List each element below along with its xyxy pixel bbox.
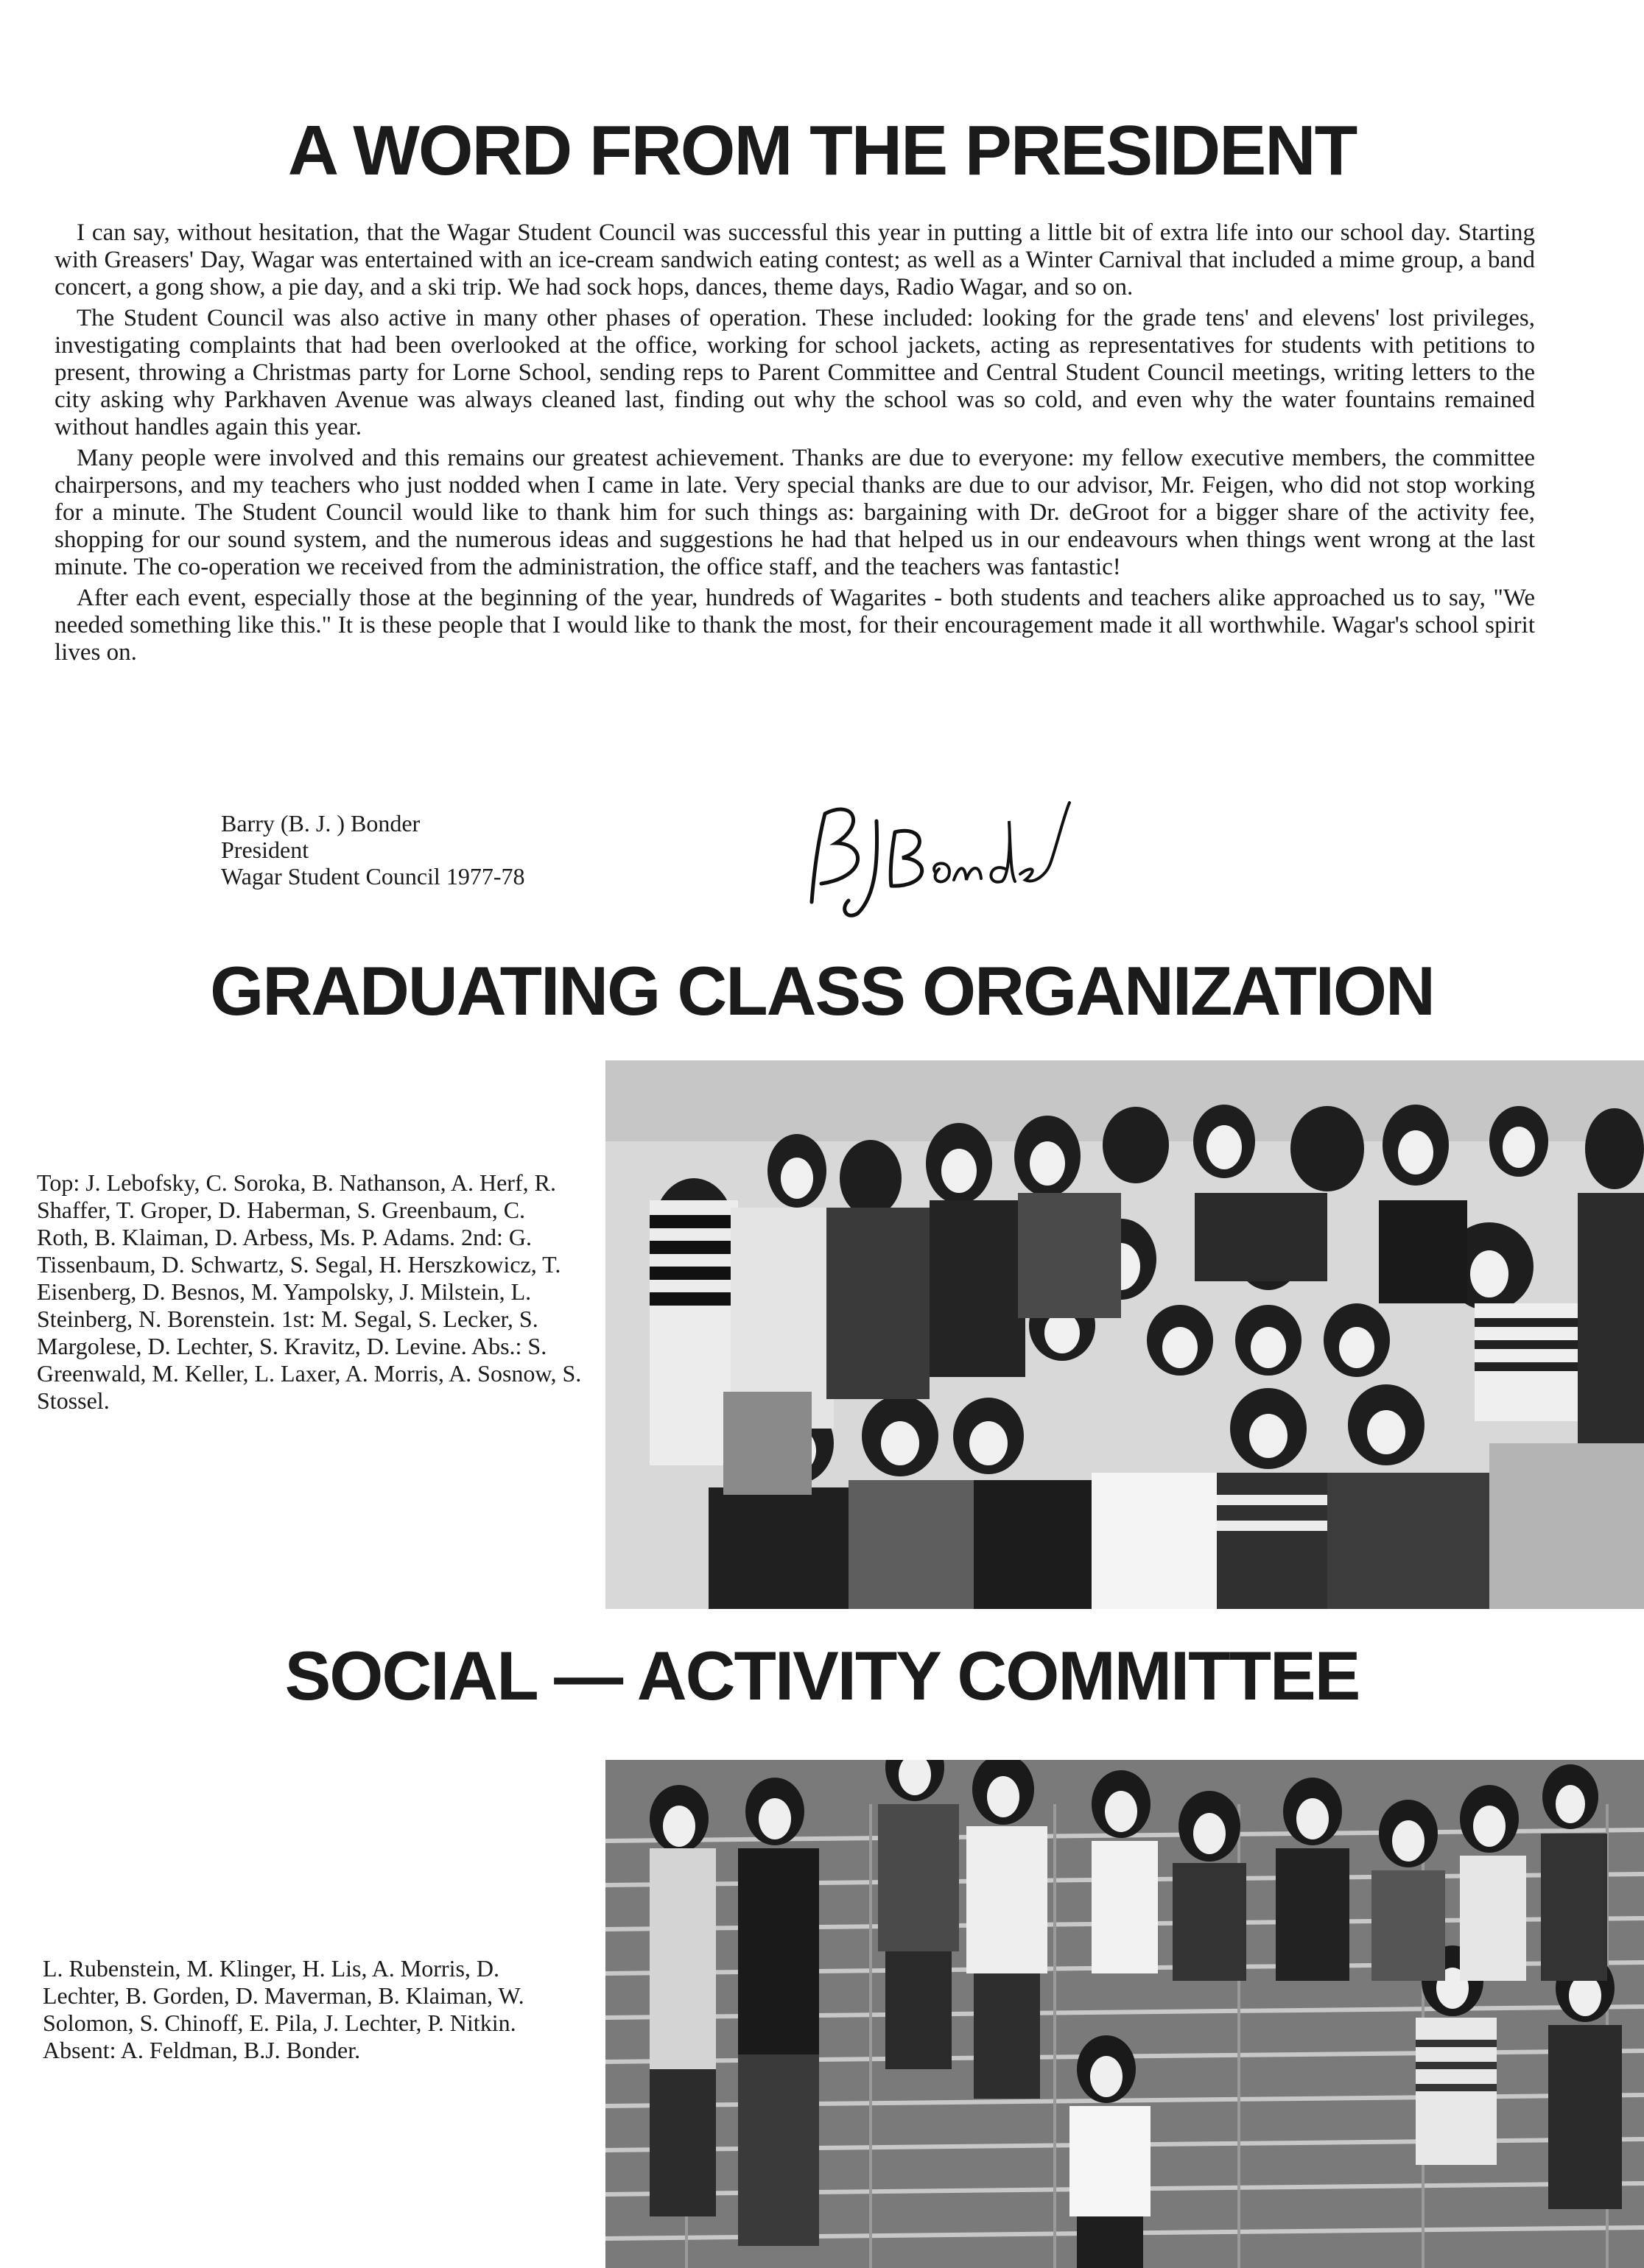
signoff-role: President — [221, 837, 309, 863]
graduating-class-heading: GRADUATING CLASS ORGANIZATION — [210, 952, 1434, 1029]
signoff-org: Wagar Student Council 1977-78 — [221, 863, 525, 890]
letter-paragraph: I can say, without hesitation, that the Wagar Student Council was successful this year in putting a little bit of extra life into our school day. Starting with Greasers' Day, Wagar was entertained with an ice-cream sandwich eating contest; as well as a Winter Carnival that included a mime group, a band concert, a gong show, a pie day, and a ski trip. We had sock hops, dances, theme days, Radio Wagar, and so on. — [55, 219, 1535, 300]
graduating-class-caption: Top: J. Lebofsky, C. Soroka, B. Nathanson, A. Herf, R. Shaffer, T. Groper, D. Haberman, S. Greenbaum, C. Roth, B. Klaiman, D. Arbess, Ms. P. Adams. 2nd: G. Tissenbaum, D. Schwartz, S. Segal, H. Herszkowicz, T. Eisenberg, D. Besnos, M. Yampolsky, J. Milstein, L. Steinberg, N. Borenstein. 1st: M. Segal, S. Lecker, S. Margolese, D. Lechter, S. Kravitz, D. Levine. Abs.: S. Greenwald, M. Keller, L. Laxer, A. Morris, A. Sosnow, S. Stossel. — [37, 1169, 582, 1414]
letter-paragraph: After each event, especially those at the beginning of the year, hundreds of Wagarites - both students and teachers alike approached us to say, "We needed something like this." It is these people that I would like to thank the most, for their encouragement made it all worthwhile. Wagar's school spirit lives on. — [55, 585, 1535, 666]
signoff-block — [221, 810, 524, 890]
president-heading: A WORD FROM THE PRESIDENT — [287, 111, 1357, 190]
social-activity-heading: SOCIAL — ACTIVITY COMMITTEE — [284, 1637, 1360, 1714]
letter-paragraph: Many people were involved and this remains our greatest achievement. Thanks are due to everyone: my fellow executive members, the committee chairpersons, and my teachers who just nodded when I came in late. Very special thanks are due to our advisor, Mr. Feigen, who did not stop working for a minute. The Student Council would like to thank him for such things as: bargaining with Dr. deGroot for a bigger share of the activity fee, shopping for our sound system, and the numerous ideas and suggestions he had that helped us in our endeavours when things went wrong at the last minute. The co-operation we received from the administration, the office staff, and the teachers was fantastic! — [55, 445, 1535, 580]
president-letter — [55, 219, 1535, 666]
social-activity-group-photo — [605, 1760, 1644, 2268]
social-activity-caption: L. Rubenstein, M. Klinger, H. Lis, A. Morris, D. Lechter, B. Gorden, D. Maverman, B. Klaiman, W. Solomon, S. Chinoff, E. Pila, J. Lechter, P. Nitkin. Absent: A. Feldman, B.J. Bonder. — [43, 1955, 524, 2063]
graduating-class-group-photo — [605, 1060, 1644, 1609]
letter-paragraph: The Student Council was also active in many other phases of operation. These included: looking for the grade tens' and elevens' lost privileges, investigating complaints that had been overlooked at the office, working for school jackets, acting as representatives for students with petitions to present, throwing a Christmas party for Lorne School, sending reps to Parent Committee and Central Student Council meetings, writing letters to the city asking why Parkhaven Avenue was always cleaned last, finding out why the school was so cold, and even why the water fountains remained without handles again this year. — [55, 305, 1535, 440]
signoff-name: Barry (B. J. ) Bonder — [221, 810, 421, 837]
handwritten-signature — [795, 792, 1075, 924]
